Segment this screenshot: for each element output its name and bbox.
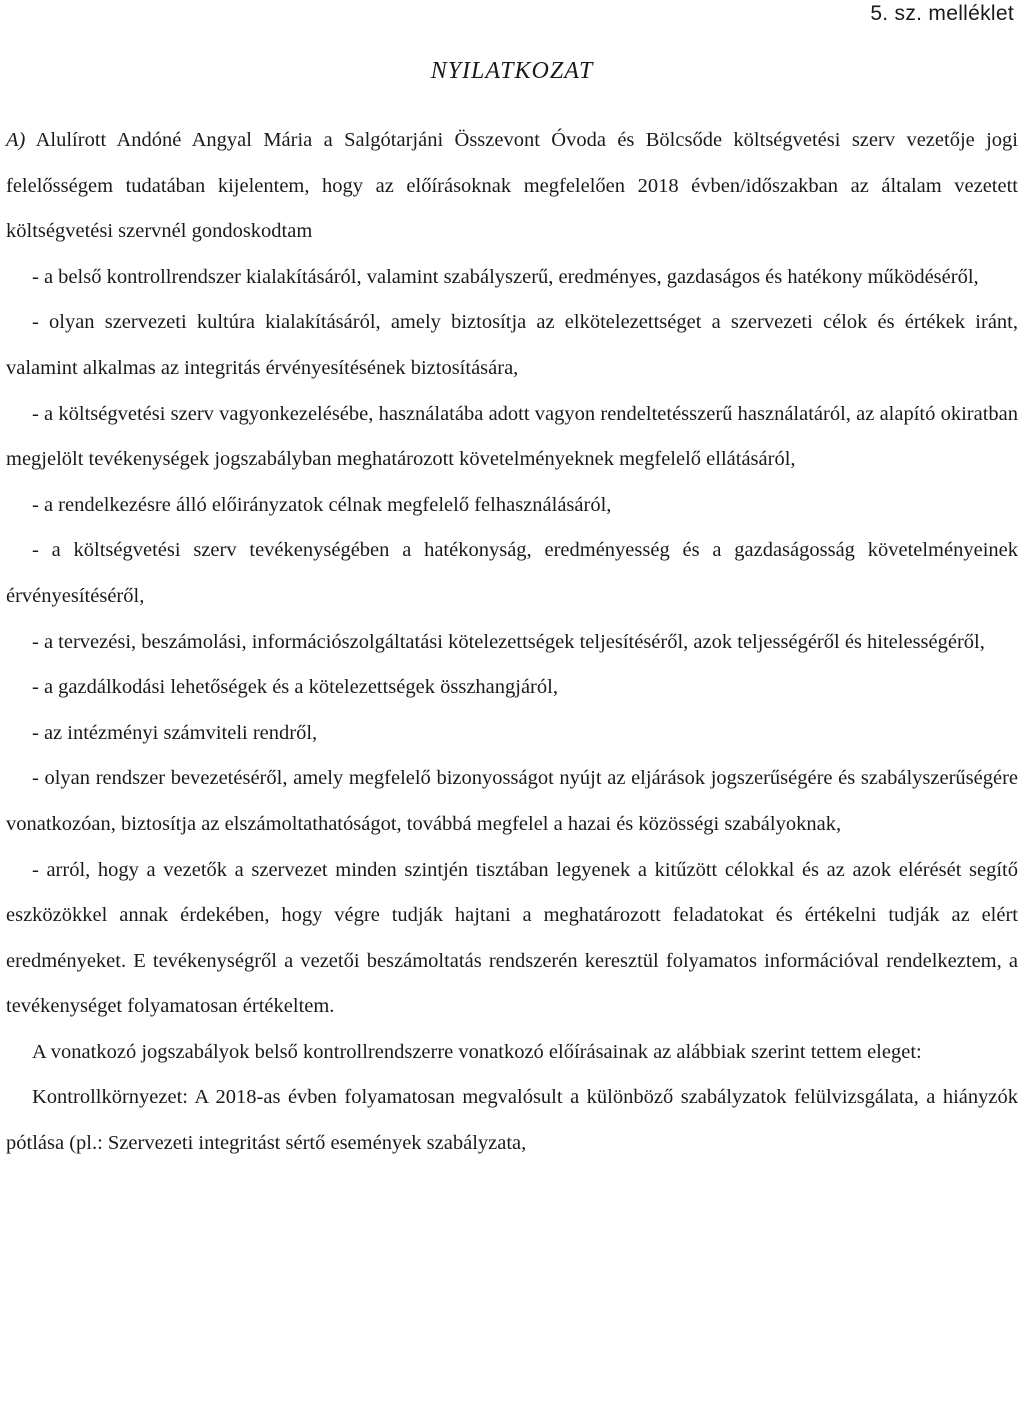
- compliance-intro: A vonatkozó jogszabályok belső kontrollrendszerre vonatkozó előírásainak az alábbiak szerint tettem eleget:: [32, 1040, 922, 1063]
- annex-label: 5. sz. melléklet: [870, 2, 1014, 25]
- list-item: - olyan rendszer bevezetéséről, amely megfelelő bizonyosságot nyújt az eljárások jogszerűségére és szabályszerűségére vonatkozóan, biztosítja az elszámoltathatóságot, továbbá megfelel a hazai és közösségi szabályoknak,: [6, 767, 1018, 835]
- list-item: - a tervezési, beszámolási, információszolgáltatási kötelezettségek teljesítéséről, azok teljességéről és hitelességéről,: [32, 630, 985, 653]
- declaration-body: [6, 118, 1018, 1167]
- list-item: - a rendelkezésre álló előirányzatok célnak megfelelő felhasználásáról,: [32, 493, 612, 516]
- list-item: - a költségvetési szerv vagyonkezelésébe, használatába adott vagyon rendeltetésszerű használatáról, az alapító okiratban megjelölt tevékenységek jogszabályban meghatározott követelményeknek megfelelő ellátásáról,: [6, 402, 1018, 471]
- list-item: - arról, hogy a vezetők a szervezet minden szintjén tisztában legyenek a kitűzött célokkal és az azok elérését segítő eszközökkel annak érdekében, hogy végre tudják hajtani a meghatározott feladatokat és értékelni tudják az elért eredményeket. E tevékenységről a vezetői beszámoltatás rendszerén keresztül folyamatos információval rendelkeztem, a tevékenységet folyamatosan értékeltem.: [6, 858, 1018, 1018]
- section-label: A): [6, 129, 26, 151]
- document-title: NYILATKOZAT: [430, 58, 594, 84]
- list-item: - olyan szervezeti kultúra kialakításáról, amely biztosítja az elkötelezettséget a szervezeti célok és értékek iránt, valamint alkalmas az integritás érvényesítésének biztosítására,: [6, 311, 1018, 379]
- intro-text: Alulírott Andóné Angyal Mária a Salgótarjáni Összevont Óvoda és Bölcsőde költségvetési szerv vezetője jogi felelősségem tudatában kijelentem, hogy az előírásoknak megfelelően 2018 évben/időszakban az általam vezetett költségvetési szervnél gondoskodtam: [6, 129, 1018, 243]
- intro-paragraph: [6, 118, 1018, 255]
- list-item: - a belső kontrollrendszer kialakításáról, valamint szabályszerű, eredményes, gazdaságos és hatékony működéséről,: [32, 265, 979, 288]
- list-item: - az intézményi számviteli rendről,: [32, 721, 318, 744]
- list-item: - a gazdálkodási lehetőségek és a kötelezettségek összhangjáról,: [32, 676, 558, 699]
- list-item: - a költségvetési szerv tevékenységében a hatékonyság, eredményesség és a gazdaságosság követelményeinek érvényesítéséről,: [6, 539, 1018, 607]
- control-environment-paragraph: Kontrollkörnyezet: A 2018-as évben folyamatosan megvalósult a különböző szabályzatok felülvizsgálata, a hiányzók pótlása (pl.: Szervezeti integritást sértő események szabályzata,: [6, 1086, 1018, 1155]
